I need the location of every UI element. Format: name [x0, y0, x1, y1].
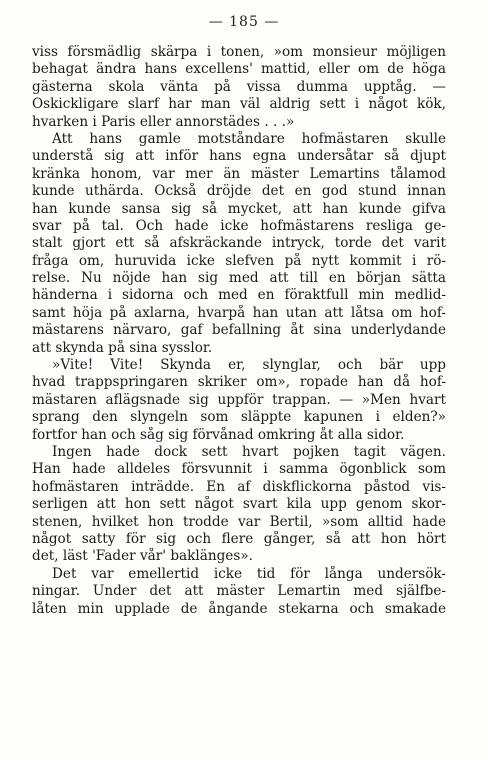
text-line: låten min upplade de ångande stekarna och smakade: [32, 600, 446, 617]
text-line: viss försmädlig skärpa i tonen, »om monsieur möjligen: [32, 44, 446, 60]
text-line: det, läst 'Fader vår' baklänges».: [32, 548, 253, 565]
text-line: Att hans gamle motståndare hofmästaren skulle: [52, 130, 446, 147]
text-line: han kunde sansa sig så mycket, att han kunde gifva: [32, 200, 446, 217]
text-line: stenen, hvilket hon trodde var Bertil, »som alltid hade: [32, 513, 446, 530]
body-text: [32, 44, 446, 618]
text-line: Det var emellertid icke tid för långa undersök-: [52, 565, 446, 582]
text-line: hvad trappspringaren skriker om», ropade han då hof-: [32, 374, 446, 391]
text-line: »Vite! Vite! Skynda er, slynglar, och bär upp: [52, 357, 446, 374]
text-line: relse. Nu nöjde han sig med att till en början sätta: [32, 270, 446, 287]
text-line: hofmästaren inträdde. En af diskflickorna påstod vis-: [32, 478, 446, 495]
text-line: kunde uthärda. Också dröjde det en god stund innan: [32, 183, 446, 200]
text-line: hvarken i Paris eller annorstädes . . .»: [32, 113, 295, 130]
text-line: mästarens närvaro, gaf befallning åt sina underlydande: [32, 322, 446, 339]
text-line: sprang den slyngeln som släppte kapunen i elden?»: [32, 409, 446, 426]
text-line: kränka honom, var mer än mäster Lemartins tålamod: [32, 165, 446, 182]
text-line: svar på tal. Och hade icke hofmästarens resliga ge-: [32, 217, 446, 234]
text-line: fortfor han och såg sig förvånad omkring åt alla sidor.: [32, 426, 405, 443]
text-line: fråga om, huruvida icke slefven på nytt kommit i rö-: [32, 252, 446, 269]
text-line: Han hade alldeles försvunnit i samma ögonblick som: [32, 461, 446, 478]
text-line: serligen att hon sett något svart kila upp genom skor-: [32, 496, 446, 513]
text-line: att skynda på sina sysslor.: [32, 339, 213, 356]
text-line: händerna i sidorna och med en föraktfull min medlid-: [32, 287, 446, 304]
text-line: understå sig att inför hans egna undersåtar så djupt: [32, 148, 446, 165]
text-line: gästerna skola vänta på vissa dumma upptåg. —: [32, 78, 446, 95]
text-line: Ingen hade dock sett hvart pojken tagit vägen.: [52, 443, 446, 460]
text-line: Oskickligare slarf har man väl aldrig sett i något kök,: [32, 96, 446, 113]
text-line: något satty för sig och flere gånger, så att hon hört: [32, 530, 446, 547]
text-line: mästaren aflägsnade sig uppför trappan. — »Men hvart: [32, 391, 446, 408]
text-line: stalt gjort ett så afskräckande intryck, torde det varit: [32, 235, 446, 252]
page-number: — 185 —: [208, 14, 280, 30]
text-line: behagat ändra hans excellens' mattid, eller om de höga: [32, 61, 446, 78]
text-line: ningar. Under det att mäster Lemartin med själfbe-: [32, 583, 446, 600]
text-line: samt höja på axlarna, hvarpå han utan att låtsa om hof-: [32, 304, 446, 321]
